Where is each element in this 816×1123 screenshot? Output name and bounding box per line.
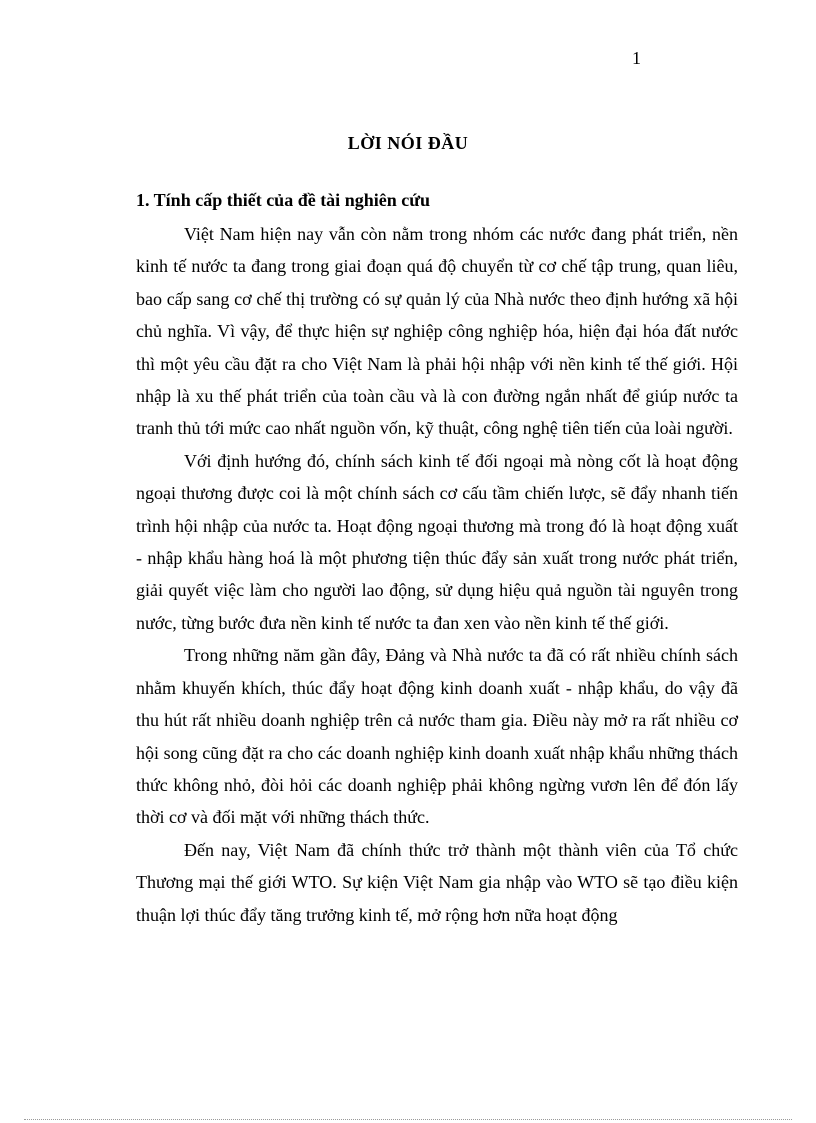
page-number: 1: [632, 48, 641, 68]
body-text: [136, 218, 738, 931]
section-heading: 1. Tính cấp thiết của đề tài nghiên cứu: [136, 190, 431, 210]
page-bottom-rule: [24, 1119, 792, 1120]
paragraph-1: Việt Nam hiện nay vẫn còn nằm trong nhóm các nước đang phát triển, nền kinh tế nước ta đang trong giai đoạn quá độ chuyển từ cơ chế tập trung, quan liêu, bao cấp sang cơ chế thị trường có sự quản lý của Nhà nước theo định hướng xã hội chủ nghĩa. Vì vậy, để thực hiện sự nghiệp công nghiệp hóa, hiện đại hóa đất nước thì một yêu cầu đặt ra cho Việt Nam là phải hội nhập với nền kinh tế thế giới. Hội nhập là xu thế phát triển của toàn cầu và là con đường ngắn nhất để giúp nước ta tranh thủ tới mức cao nhất nguồn vốn, kỹ thuật, công nghệ tiên tiến của loài người.: [136, 224, 738, 439]
paragraph-2: Với định hướng đó, chính sách kinh tế đối ngoại mà nòng cốt là hoạt động ngoại thương được coi là một chính sách cơ cấu tầm chiến lược, sẽ đẩy nhanh tiến trình hội nhập của nước ta. Hoạt động ngoại thương mà trong đó là hoạt động xuất - nhập khẩu hàng hoá là một phương tiện thúc đẩy sản xuất trong nước phát triển, giải quyết việc làm cho người lao động, sử dụng hiệu quả nguồn tài nguyên trong nước, từng bước đưa nền kinh tế nước ta đan xen vào nền kinh tế thế giới.: [136, 450, 738, 633]
paragraph-4: Đến nay, Việt Nam đã chính thức trở thành một thành viên của Tổ chức Thương mại thế giới WTO. Sự kiện Việt Nam gia nhập vào WTO sẽ tạo điều kiện thuận lợi thúc đẩy tăng trưởng kinh tế, mở rộng hơn nữa hoạt động: [136, 839, 738, 925]
page-title: LỜI NÓI ĐẦU: [347, 133, 469, 153]
paragraph-3: Trong những năm gần đây, Đảng và Nhà nước ta đã có rất nhiều chính sách nhằm khuyến khích, thúc đẩy hoạt động kinh doanh xuất - nhập khẩu, do vậy đã thu hút rất nhiều doanh nghiệp trên cả nước tham gia. Điều này mở ra rất nhiều cơ hội song cũng đặt ra cho các doanh nghiệp kinh doanh xuất nhập khẩu những thách thức không nhỏ, đòi hỏi các doanh nghiệp phải không ngừng vươn lên để đón lấy thời cơ và đối mặt với những thách thức.: [136, 645, 738, 828]
